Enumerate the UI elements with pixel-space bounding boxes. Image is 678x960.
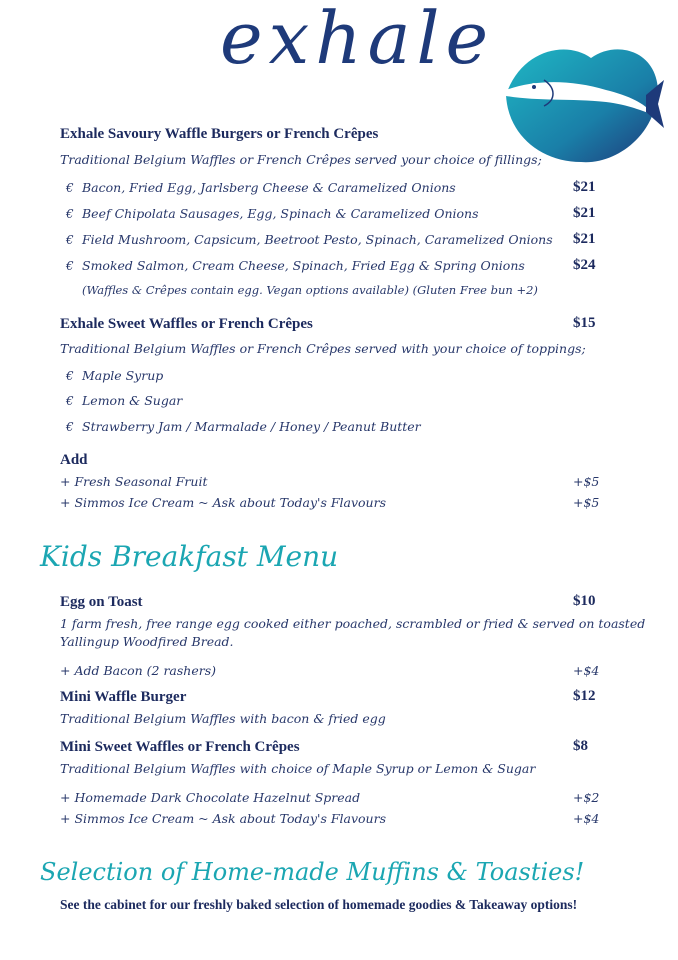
- selection-title: Selection of Home-made Muffins & Toasties!: [40, 858, 585, 886]
- addon-price: +$2: [573, 790, 600, 805]
- add-title: Add: [60, 452, 88, 468]
- mini-sweet-description: Traditional Belgium Waffles with choice of Maple Syrup or Lemon & Sugar: [60, 761, 536, 776]
- egg-on-toast-price: $10: [573, 593, 596, 609]
- egg-on-toast-title: Egg on Toast: [60, 594, 143, 610]
- egg-on-toast-description: 1 farm fresh, free range egg cooked either poached, scrambled or fried & served on toasted: [60, 616, 646, 631]
- addon-label: + Homemade Dark Chocolate Hazelnut Spread: [60, 790, 361, 805]
- savoury-item-price: $21: [573, 205, 596, 221]
- euro-bullet-icon: €: [66, 259, 74, 273]
- add-item-label: + Fresh Seasonal Fruit: [60, 474, 208, 489]
- sweet-price: $15: [573, 315, 596, 331]
- savoury-title: Exhale Savoury Waffle Burgers or French Crêpes: [60, 126, 379, 142]
- kids-menu-title: Kids Breakfast Menu: [40, 540, 339, 573]
- fish-lips-logo-icon: [496, 40, 666, 170]
- euro-bullet-icon: €: [66, 394, 74, 408]
- topping-item: Lemon & Sugar: [82, 393, 183, 408]
- euro-bullet-icon: €: [66, 233, 74, 247]
- savoury-item-label: Smoked Salmon, Cream Cheese, Spinach, Fried Egg & Spring Onions: [82, 258, 525, 273]
- add-item-label: + Simmos Ice Cream ~ Ask about Today's Flavours: [60, 495, 387, 510]
- logo-wordmark: exhale: [220, 0, 495, 80]
- addon-price: +$4: [573, 663, 600, 678]
- savoury-item-label: Field Mushroom, Capsicum, Beetroot Pesto, Spinach, Caramelized Onions: [82, 232, 553, 247]
- sweet-description: Traditional Belgium Waffles or French Crêpes served with your choice of toppings;: [60, 341, 586, 356]
- add-item-price: +$5: [573, 495, 600, 510]
- mini-waffle-burger-description: Traditional Belgium Waffles with bacon & fried egg: [60, 711, 386, 726]
- savoury-item-label: Beef Chipolata Sausages, Egg, Spinach & Caramelized Onions: [82, 206, 479, 221]
- add-item-price: +$5: [573, 474, 600, 489]
- savoury-item-price: $21: [573, 179, 596, 195]
- euro-bullet-icon: €: [66, 207, 74, 221]
- topping-item: Strawberry Jam / Marmalade / Honey / Peanut Butter: [82, 419, 421, 434]
- sweet-title: Exhale Sweet Waffles or French Crêpes: [60, 316, 313, 332]
- selection-text: See the cabinet for our freshly baked selection of homemade goodies & Takeaway options!: [60, 897, 578, 912]
- euro-bullet-icon: €: [66, 420, 74, 434]
- savoury-item-label: Bacon, Fried Egg, Jarlsberg Cheese & Caramelized Onions: [82, 180, 456, 195]
- egg-on-toast-description-cont: Yallingup Woodfired Bread.: [60, 634, 234, 649]
- mini-sweet-title: Mini Sweet Waffles or French Crêpes: [60, 739, 300, 755]
- savoury-note: (Waffles & Crêpes contain egg. Vegan options available) (Gluten Free bun +2): [82, 283, 538, 297]
- mini-waffle-burger-title: Mini Waffle Burger: [60, 689, 187, 705]
- savoury-item-price: $21: [573, 231, 596, 247]
- euro-bullet-icon: €: [66, 369, 74, 383]
- addon-label: + Add Bacon (2 rashers): [60, 663, 216, 678]
- topping-item: Maple Syrup: [82, 368, 164, 383]
- euro-bullet-icon: €: [66, 181, 74, 195]
- addon-label: + Simmos Ice Cream ~ Ask about Today's Flavours: [60, 811, 387, 826]
- savoury-item-price: $24: [573, 257, 596, 273]
- savoury-description: Traditional Belgium Waffles or French Crêpes served your choice of fillings;: [60, 152, 542, 167]
- mini-sweet-price: $8: [573, 738, 588, 754]
- mini-waffle-burger-price: $12: [573, 688, 596, 704]
- addon-price: +$4: [573, 811, 600, 826]
